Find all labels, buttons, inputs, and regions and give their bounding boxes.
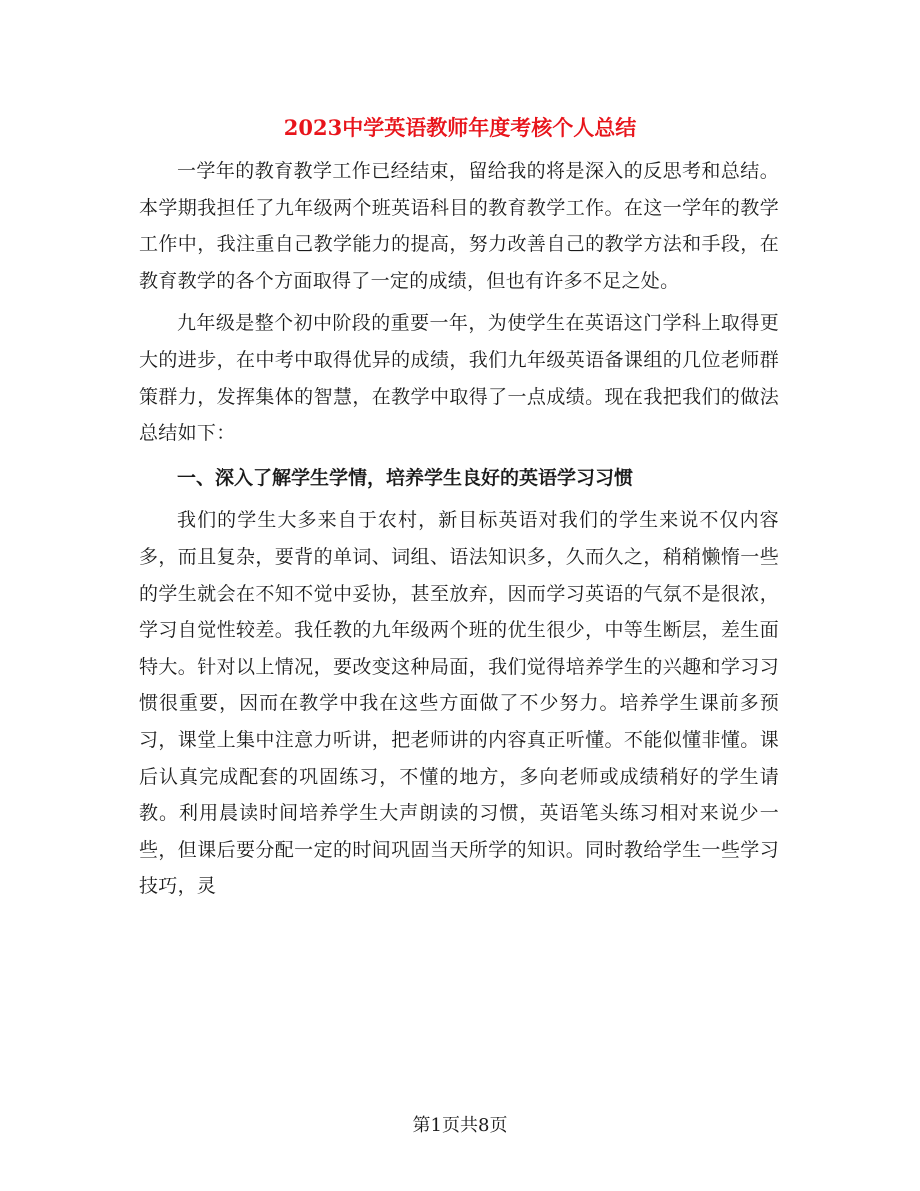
paragraph-grade-nine: 九年级是整个初中阶段的重要一年，为使学生在英语这门学科上取得更大的进步，在中考中取得优异的成绩，我们九年级英语备课组的几位老师群策群力，发挥集体的智慧，在教学中取得了一点成绩。现在我把我们的做法总结如下： <box>139 312 779 445</box>
page-number-footer: 第1页共8页 <box>412 1115 508 1136</box>
section-heading: 一、深入了解学生学情，培养学生良好的英语学习习惯 <box>177 466 634 489</box>
document-title: 2023中学英语教师年度考核个人总结 <box>283 115 637 140</box>
paragraph-intro: 一学年的教育教学工作已经结束，留给我的将是深入的反思考和总结。本学期我担任了九年级两个班英语科目的教育教学工作。在这一学年的教学工作中，我注重自己教学能力的提高，努力改善自己的教学方法和手段，在教育教学的各个方面取得了一定的成绩，但也有许多不足之处。 <box>139 160 779 292</box>
document-body <box>139 153 779 905</box>
paragraph-section-one: 我们的学生大多来自于农村，新目标英语对我们的学生来说不仅内容多，而且复杂，要背的单词、词组、语法知识多，久而久之，稍稍懒惰一些的学生就会在不知不觉中妥协，甚至放弃，因而学习英语的气氛不是很浓，学习自觉性较差。我任教的九年级两个班的优生很少，中等生断层，差生面特大。针对以上情况，要改变这种局面，我们觉得培养学生的兴趣和学习习惯很重要，因而在教学中我在这些方面做了不少努力。培养学生课前多预习，课堂上集中注意力听讲，把老师讲的内容真正听懂。不能似懂非懂。课后认真完成配套的巩固练习，不懂的地方，多向老师或成绩稍好的学生请教。利用晨读时间培养学生大声朗读的习惯，英语笔头练习相对来说少一些，但课后要分配一定的时间巩固当天所学的知识。同时教给学生一些学习技巧，灵 <box>139 509 779 898</box>
